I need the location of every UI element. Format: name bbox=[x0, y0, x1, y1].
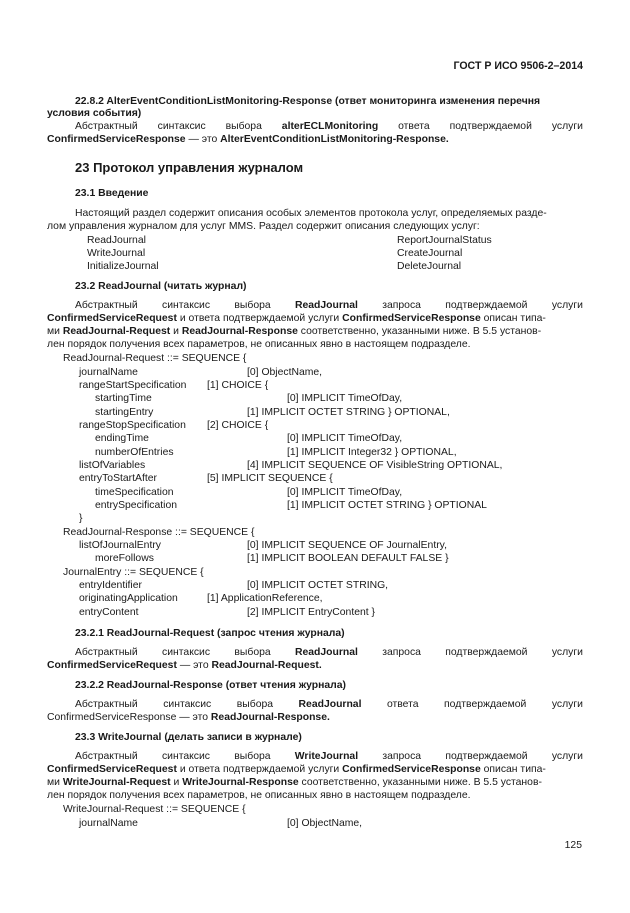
word: выбора bbox=[234, 751, 271, 762]
asn-type: [1] ApplicationReference, bbox=[207, 593, 323, 604]
asn-type: [1] IMPLICIT BOOLEAN DEFAULT FALSE } bbox=[247, 553, 449, 564]
paragraph-line: лен порядок получения всех параметров, не описанных явно в настоящем подразделе. bbox=[47, 790, 471, 801]
section-title-22-8-2-cont: условия события) bbox=[47, 108, 142, 119]
paragraph-line: ConfirmedServiceResponse — это AlterEventConditionListMonitoring-Response. bbox=[47, 134, 449, 145]
section-title-23-3: 23.3 WriteJournal (делать записи в журнале) bbox=[75, 732, 302, 743]
word: услуги bbox=[551, 751, 583, 762]
asn-field: originatingApplication bbox=[79, 593, 178, 604]
word: Абстрактный bbox=[75, 300, 138, 311]
paragraph-line bbox=[75, 299, 583, 312]
document-header: ГОСТ Р ИСО 9506-2–2014 bbox=[453, 60, 583, 72]
word: запроса bbox=[382, 647, 421, 658]
asn-line: JournalEntry ::= SEQUENCE { bbox=[63, 567, 204, 578]
asn-field: entrySpecification bbox=[95, 500, 178, 511]
word: ReadJournal bbox=[294, 300, 358, 311]
word: Абстрактный bbox=[75, 121, 138, 132]
word: синтаксис bbox=[157, 121, 206, 132]
asn-line: } bbox=[79, 513, 83, 524]
word: услуги bbox=[551, 121, 583, 132]
asn-field: entryToStartAfter bbox=[79, 473, 157, 484]
word: запроса bbox=[382, 300, 421, 311]
word: синтаксис bbox=[162, 300, 211, 311]
asn-type: [0] IMPLICIT TimeOfDay, bbox=[287, 487, 403, 498]
asn-type: [0] IMPLICIT SEQUENCE OF JournalEntry, bbox=[247, 540, 447, 551]
asn-line: WriteJournal-Request ::= SEQUENCE { bbox=[63, 804, 246, 815]
word: ответа bbox=[386, 699, 419, 710]
asn-type: [2] CHOICE { bbox=[207, 420, 269, 431]
paragraph-line: ConfirmedServiceRequest и ответа подтверждаемой услуги ConfirmedServiceResponse описан типа- bbox=[47, 313, 546, 324]
paragraph-line: ми WriteJournal-Request и WriteJournal-Response соответственно, указанными ниже. В 5.5 установ- bbox=[47, 777, 542, 788]
asn-type: [0] IMPLICIT TimeOfDay, bbox=[287, 433, 403, 444]
word: ReadJournal bbox=[298, 699, 362, 710]
asn-field: listOfJournalEntry bbox=[79, 540, 161, 551]
section-title-23-2-1: 23.2.1 ReadJournal-Request (запрос чтения журнала) bbox=[75, 628, 345, 639]
asn-field: endingTime bbox=[95, 433, 149, 444]
word: ReadJournal bbox=[294, 647, 358, 658]
paragraph-line bbox=[75, 750, 583, 763]
asn-type: [1] CHOICE { bbox=[207, 380, 269, 391]
section-title-22-8-2: 22.8.2 AlterEventConditionListMonitoring-Response (ответ мониторинга изменения перечня bbox=[75, 96, 541, 107]
word: подтверждаемой bbox=[449, 121, 532, 132]
word: Абстрактный bbox=[75, 647, 138, 658]
paragraph-line: ConfirmedServiceRequest и ответа подтверждаемой услуги ConfirmedServiceResponse описан типа- bbox=[47, 764, 546, 775]
word: синтаксис bbox=[163, 699, 212, 710]
word: запроса bbox=[382, 751, 422, 762]
asn-type: [0] IMPLICIT TimeOfDay, bbox=[287, 393, 403, 404]
asn-type: [5] IMPLICIT SEQUENCE { bbox=[207, 473, 333, 484]
word: WriteJournal bbox=[294, 751, 359, 762]
asn-field: entryIdentifier bbox=[79, 580, 142, 591]
chapter-title: 23 Протокол управления журналом bbox=[75, 160, 304, 175]
asn-type: [1] IMPLICIT OCTET STRING } OPTIONAL, bbox=[247, 407, 450, 418]
asn-field: startingEntry bbox=[95, 407, 154, 418]
paragraph-line: Настоящий раздел содержит описания особых элементов протокола услуг, определяемых разде- bbox=[75, 208, 547, 219]
asn-type: [0] ObjectName, bbox=[287, 818, 363, 829]
paragraph-line: ConfirmedServiceRequest — это ReadJournal-Request. bbox=[47, 660, 322, 671]
word: подтверждаемой bbox=[445, 300, 528, 311]
asn-field: rangeStartSpecification bbox=[79, 380, 187, 391]
word: alterECLMonitoring bbox=[281, 121, 379, 132]
word: подтверждаемой bbox=[445, 647, 528, 658]
paragraph-line bbox=[75, 698, 583, 711]
section-title-23-1: 23.1 Введение bbox=[75, 188, 149, 199]
word: подтверждаемой bbox=[444, 699, 527, 710]
asn-field: startingTime bbox=[95, 393, 152, 404]
page-number: 125 bbox=[564, 840, 582, 851]
asn-type: [1] IMPLICIT Integer32 } OPTIONAL, bbox=[287, 447, 457, 458]
word: выбора bbox=[234, 300, 271, 311]
section-title-23-2-2: 23.2.2 ReadJournal-Response (ответ чтения журнала) bbox=[75, 680, 346, 691]
asn-field: timeSpecification bbox=[95, 487, 174, 498]
asn-field: rangeStopSpecification bbox=[79, 420, 186, 431]
asn-type: [0] IMPLICIT OCTET STRING, bbox=[247, 580, 389, 591]
asn-line: ReadJournal-Response ::= SEQUENCE { bbox=[63, 527, 255, 538]
paragraph-line bbox=[75, 646, 583, 659]
asn-field: journalName bbox=[79, 818, 138, 829]
service-list-item: ReportJournalStatus bbox=[397, 235, 492, 246]
paragraph-line: ми ReadJournal-Request и ReadJournal-Response соответственно, указанными ниже. В 5.5 установ- bbox=[47, 326, 542, 337]
service-list-item: ReadJournal bbox=[87, 235, 146, 246]
word: подтверждаемой bbox=[445, 751, 528, 762]
word: Абстрактный bbox=[75, 751, 138, 762]
asn-field: numberOfEntries bbox=[95, 447, 174, 458]
service-list-item: InitializeJournal bbox=[87, 261, 159, 272]
word: синтаксис bbox=[161, 751, 210, 762]
asn-type: [0] ObjectName, bbox=[247, 367, 323, 378]
asn-field: journalName bbox=[79, 367, 138, 378]
word: ответа bbox=[398, 121, 430, 132]
asn-type: [1] IMPLICIT OCTET STRING } OPTIONAL bbox=[287, 500, 487, 511]
word: синтаксис bbox=[162, 647, 211, 658]
paragraph-line: ConfirmedServiceResponse — это ReadJournal-Response. bbox=[47, 712, 330, 723]
service-list-item: CreateJournal bbox=[397, 248, 463, 259]
paragraph-line bbox=[75, 120, 583, 133]
asn-field: listOfVariables bbox=[79, 460, 146, 471]
asn-type: [4] IMPLICIT SEQUENCE OF VisibleString OPTIONAL, bbox=[247, 460, 503, 471]
service-list-item: WriteJournal bbox=[87, 248, 146, 259]
paragraph-line: лен порядок получения всех параметров, не описанных явно в настоящем подразделе. bbox=[47, 339, 471, 350]
service-list-item: DeleteJournal bbox=[397, 261, 462, 272]
asn-field: moreFollows bbox=[95, 553, 154, 564]
asn-type: [2] IMPLICIT EntryContent } bbox=[247, 607, 376, 618]
word: услуги bbox=[551, 300, 583, 311]
word: Абстрактный bbox=[75, 699, 138, 710]
word: услуги bbox=[551, 699, 583, 710]
word: выбора bbox=[225, 121, 262, 132]
word: услуги bbox=[551, 647, 583, 658]
asn-line: ReadJournal-Request ::= SEQUENCE { bbox=[63, 353, 247, 364]
section-title-23-2: 23.2 ReadJournal (читать журнал) bbox=[75, 281, 247, 292]
word: выбора bbox=[236, 699, 274, 710]
paragraph-line: лом управления журналом для услуг MMS. Раздел содержит описания следующих услуг: bbox=[47, 221, 480, 232]
asn-field: entryContent bbox=[79, 607, 139, 618]
word: выбора bbox=[234, 647, 271, 658]
